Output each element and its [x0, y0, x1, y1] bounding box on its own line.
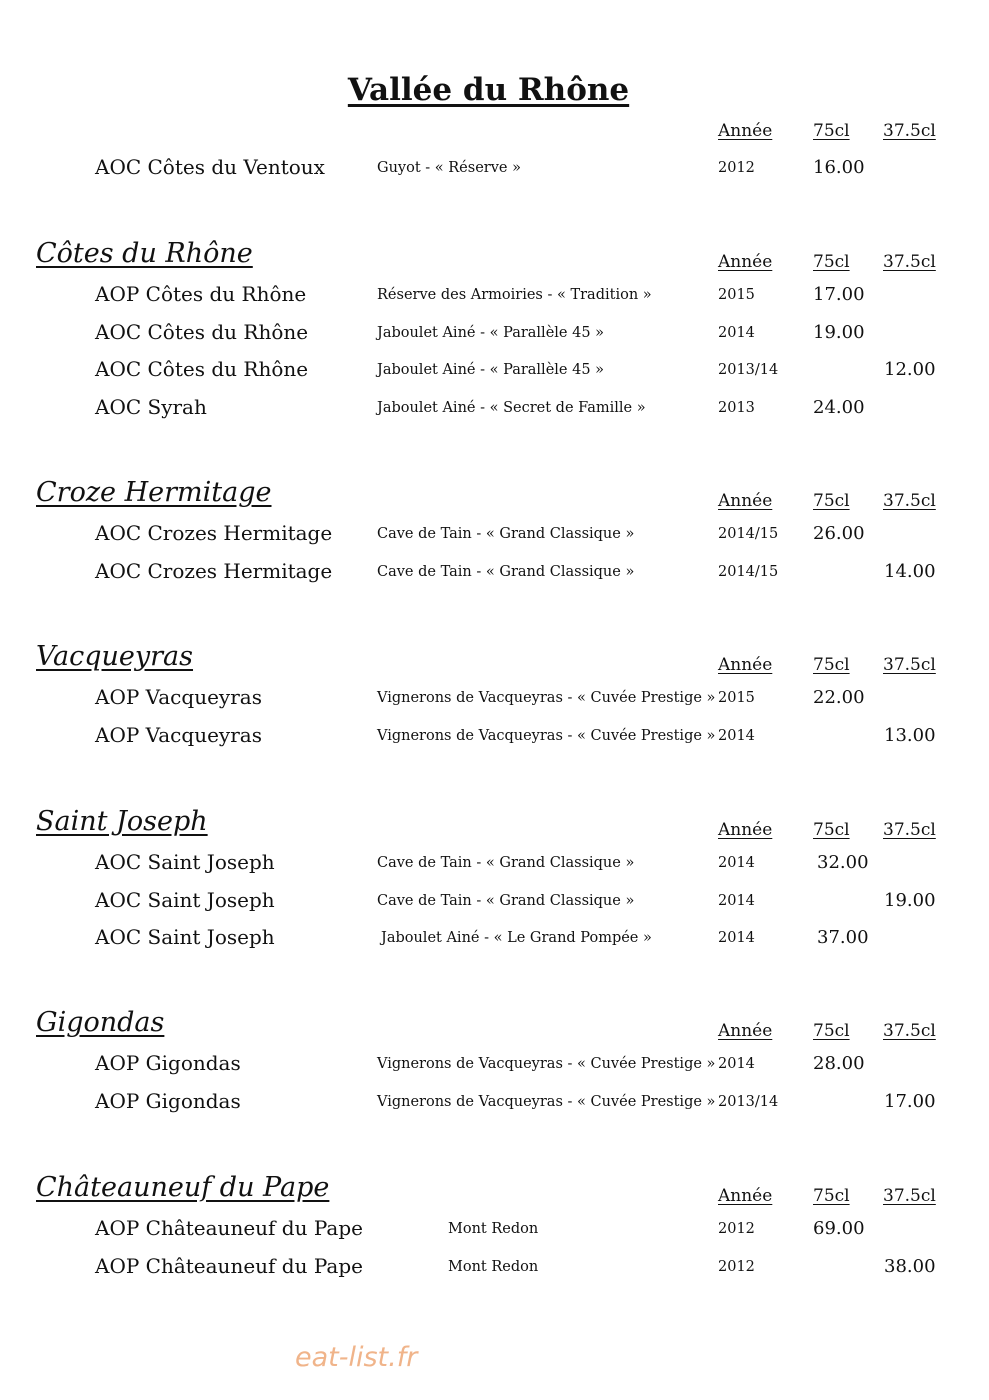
wine-producer: Jaboulet Ainé - « Le Grand Pompée » — [381, 930, 652, 946]
column-header-37-5cl: 37.5cl — [883, 820, 936, 840]
section-header — [0, 238, 989, 278]
price-75cl: 19.00 — [813, 321, 865, 343]
wine-year: 2014 — [718, 324, 755, 341]
wine-appellation: AOC Crozes Hermitage — [95, 521, 333, 545]
wine-appellation: AOC Saint Joseph — [95, 850, 275, 874]
section-header — [0, 1172, 989, 1212]
section-title: Vacqueyras — [36, 641, 194, 672]
wine-producer: Vignerons de Vacqueyras - « Cuvée Prestige » — [377, 727, 716, 744]
wine-producer: Jaboulet Ainé - « Parallèle 45 » — [377, 324, 605, 341]
wine-row — [0, 681, 989, 719]
column-header-37-5cl: 37.5cl — [883, 121, 936, 141]
wine-year: 2012 — [718, 160, 755, 176]
wine-appellation: AOP Vacqueyras — [95, 685, 262, 709]
wine-row — [0, 1250, 989, 1288]
wine-year: 2015 — [718, 690, 755, 706]
price-75cl: 16.00 — [813, 157, 865, 178]
wine-producer: Cave de Tain - « Grand Classique » — [377, 892, 635, 909]
wine-year: 2014 — [718, 855, 755, 871]
wine-year: 2014/15 — [718, 563, 779, 580]
column-header-year: Année — [718, 820, 773, 840]
column-header-year: Année — [718, 121, 773, 141]
wine-producer: Réserve des Armoiries - « Tradition » — [377, 287, 652, 303]
section-vacqueyras — [0, 641, 989, 756]
column-header-37-5cl: 37.5cl — [883, 1186, 936, 1206]
wine-year: 2015 — [718, 287, 755, 303]
price-37-5cl: 38.00 — [884, 1255, 936, 1277]
wine-producer: Vignerons de Vacqueyras - « Cuvée Prestige » — [377, 690, 716, 706]
wine-appellation: AOC Syrah — [95, 394, 207, 419]
wine-producer: Cave de Tain - « Grand Classique » — [377, 855, 635, 871]
price-37-5cl: 13.00 — [884, 724, 936, 746]
wine-row — [0, 846, 989, 884]
column-header-75cl: 75cl — [813, 121, 850, 141]
wine-appellation: AOC Côtes du Rhône — [95, 357, 309, 381]
section-gigondas — [0, 1007, 989, 1122]
wine-row — [0, 884, 989, 922]
column-header-75cl: 75cl — [813, 491, 850, 511]
wine-appellation: AOP Côtes du Rhône — [95, 282, 307, 306]
wine-row — [0, 1085, 989, 1123]
wine-producer: Cave de Tain - « Grand Classique » — [377, 526, 635, 542]
section-header — [0, 1007, 989, 1047]
wine-appellation: AOC Côtes du Rhône — [95, 319, 309, 344]
wine-year: 2014/15 — [718, 526, 779, 542]
wine-year: 2012 — [718, 1258, 755, 1275]
price-75cl: 32.00 — [817, 852, 869, 873]
price-37-5cl: 12.00 — [884, 359, 936, 380]
section-title: Saint Joseph — [36, 806, 208, 837]
column-header-37-5cl: 37.5cl — [883, 655, 936, 675]
section-header — [0, 641, 989, 681]
price-75cl: 24.00 — [813, 396, 865, 418]
price-75cl: 37.00 — [817, 927, 869, 948]
watermark: eat-list.fr — [295, 1342, 418, 1373]
wine-row — [0, 517, 989, 555]
wine-producer: Cave de Tain - « Grand Classique » — [377, 563, 635, 580]
section-chateauneuf-du-pape — [0, 1172, 989, 1287]
column-header-year: Année — [718, 1021, 773, 1041]
wine-row — [0, 316, 989, 354]
column-header-37-5cl: 37.5cl — [883, 252, 936, 272]
wine-producer: Jaboulet Ainé - « Parallèle 45 » — [377, 362, 605, 378]
column-header-75cl: 75cl — [813, 1021, 850, 1041]
wine-row — [0, 719, 989, 757]
column-header-37-5cl: 37.5cl — [883, 491, 936, 511]
wine-year: 2014 — [718, 1056, 755, 1072]
section-title: Gigondas — [36, 1007, 165, 1038]
price-37-5cl: 19.00 — [884, 889, 936, 911]
section-header — [0, 477, 989, 517]
wine-appellation: AOC Côtes du Ventoux — [95, 155, 325, 179]
price-75cl: 69.00 — [813, 1218, 865, 1239]
column-header-75cl: 75cl — [813, 655, 850, 675]
wine-producer: Mont Redon — [448, 1258, 539, 1275]
wine-producer: Mont Redon — [448, 1221, 539, 1237]
wine-row — [0, 278, 989, 316]
wine-producer: Vignerons de Vacqueyras - « Cuvée Prestige » — [377, 1093, 716, 1110]
wine-producer: Guyot - « Réserve » — [377, 160, 521, 176]
column-header-year: Année — [718, 655, 773, 675]
price-37-5cl: 14.00 — [884, 560, 936, 582]
wine-row — [0, 151, 989, 189]
price-75cl: 22.00 — [813, 687, 865, 708]
wine-producer: Jaboulet Ainé - « Secret de Famille » — [377, 399, 646, 416]
wine-year: 2014 — [718, 930, 755, 946]
column-header-75cl: 75cl — [813, 1186, 850, 1206]
wine-appellation: AOP Gigondas — [95, 1088, 241, 1113]
price-75cl: 26.00 — [813, 523, 865, 544]
column-header-75cl: 75cl — [813, 820, 850, 840]
wine-year: 2013/14 — [718, 1093, 779, 1110]
column-header-year: Année — [718, 491, 773, 511]
wine-appellation: AOP Châteauneuf du Pape — [95, 1216, 363, 1240]
column-header-75cl: 75cl — [813, 252, 850, 272]
section-cotes-du-rhone — [0, 238, 989, 428]
price-75cl: 17.00 — [813, 284, 865, 305]
section-title: Châteauneuf du Pape — [36, 1172, 330, 1203]
column-header-year: Année — [718, 252, 773, 272]
section-saint-joseph — [0, 806, 989, 959]
price-37-5cl: 17.00 — [884, 1090, 936, 1112]
section-title: Croze Hermitage — [36, 477, 272, 508]
wine-producer: Vignerons de Vacqueyras - « Cuvée Prestige » — [377, 1056, 716, 1072]
section-croze-hermitage — [0, 477, 989, 592]
wine-row — [0, 921, 989, 959]
wine-appellation: AOP Châteauneuf du Pape — [95, 1253, 363, 1278]
column-header-year: Année — [718, 1186, 773, 1206]
wine-appellation: AOC Saint Joseph — [95, 925, 275, 949]
wine-appellation: AOC Saint Joseph — [95, 887, 275, 912]
wine-row — [0, 391, 989, 429]
wine-year: 2013 — [718, 399, 755, 416]
wine-row — [0, 555, 989, 593]
section-header — [0, 806, 989, 846]
wine-row — [0, 353, 989, 391]
page-title: Vallée du Rhône — [347, 72, 630, 108]
wine-appellation: AOC Crozes Hermitage — [95, 558, 333, 583]
wine-year: 2012 — [718, 1221, 755, 1237]
wine-year: 2013/14 — [718, 362, 779, 378]
wine-row — [0, 1047, 989, 1085]
wine-row — [0, 1212, 989, 1250]
wine-year: 2014 — [718, 892, 755, 909]
column-header-37-5cl: 37.5cl — [883, 1021, 936, 1041]
wine-year: 2014 — [718, 727, 755, 744]
section-header — [0, 117, 989, 151]
section-title: Côtes du Rhône — [36, 238, 253, 269]
price-75cl: 28.00 — [813, 1053, 865, 1074]
wine-appellation: AOP Vacqueyras — [95, 722, 262, 747]
section-ventoux — [0, 117, 989, 189]
wine-appellation: AOP Gigondas — [95, 1051, 241, 1075]
